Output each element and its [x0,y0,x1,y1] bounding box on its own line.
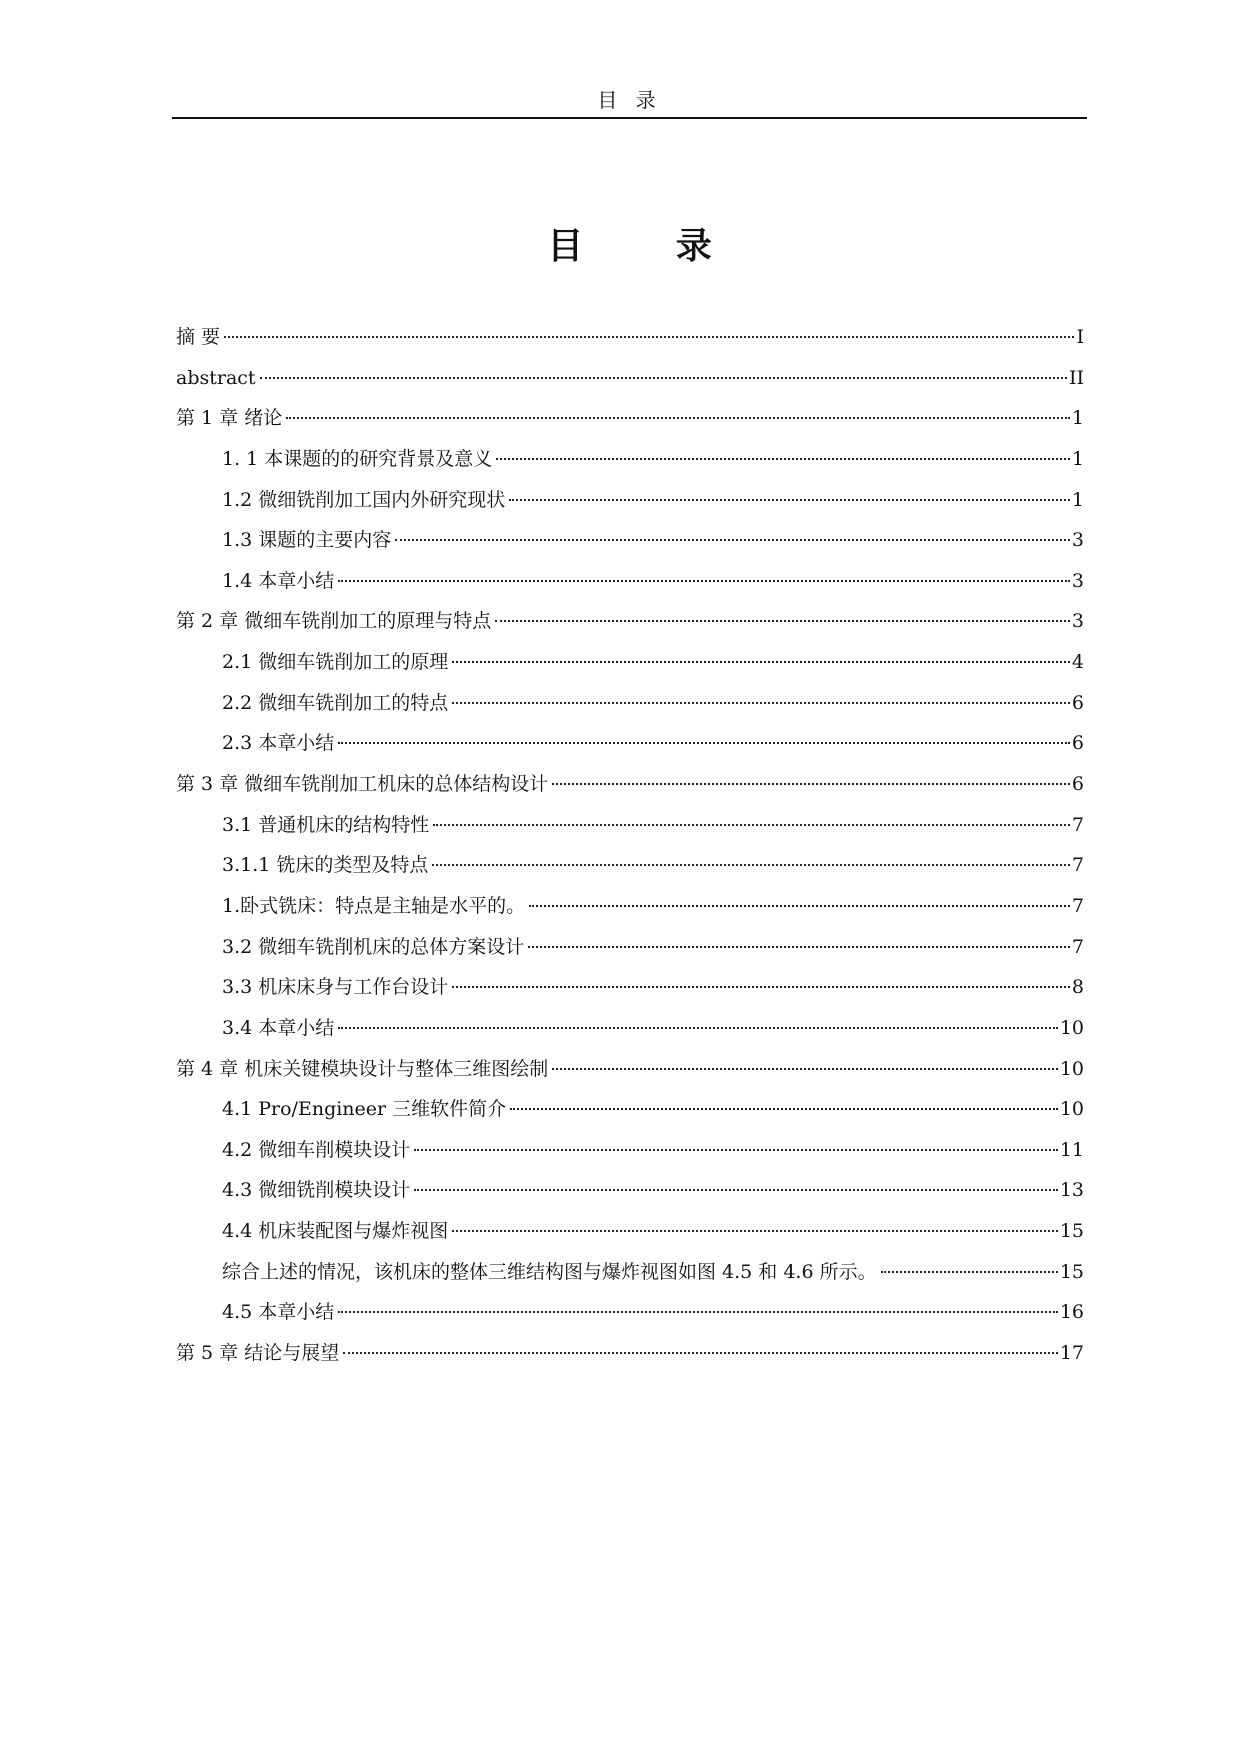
toc-entry[interactable] [176,851,1084,892]
page-title: 目 录 [547,225,752,267]
toc-dot-leader [495,620,1070,622]
toc-dot-leader [432,864,1070,866]
toc-dot-leader [286,417,1070,419]
toc-dot-leader [529,905,1070,907]
toc-dot-leader [452,986,1070,988]
toc-entry-page-number: 16 [1059,1301,1084,1324]
toc-dot-leader [414,1189,1058,1191]
toc-entry-page-number: 15 [1059,1220,1084,1243]
toc-entry-label: 3.1 普通机床的结构特性 [222,813,430,836]
toc-entry-page-number: 13 [1059,1179,1084,1202]
toc-entry[interactable] [176,607,1084,648]
toc-entry-page-number: I [1076,326,1084,348]
toc-entry-label: 1.4 本章小结 [222,569,335,592]
toc-entry-page-number: 10 [1059,1098,1084,1121]
toc-entry-page-number: 6 [1071,773,1084,796]
toc-entry[interactable] [176,1014,1084,1055]
toc-entry-label: 1.3 课题的主要内容 [222,529,392,552]
toc-entry[interactable] [176,445,1084,486]
toc-entry-label: 4.3 微细铣削模块设计 [222,1179,411,1202]
header-rule [172,117,1087,119]
toc-entry[interactable] [176,486,1084,527]
toc-entry[interactable] [176,811,1084,852]
toc-entry[interactable] [176,892,1084,933]
toc-entry[interactable] [176,770,1084,811]
toc-entry-label: abstract [176,366,256,389]
toc-entry-label: 2.3 本章小结 [222,732,335,755]
toc-dot-leader [552,1068,1058,1070]
toc-entry-page-number: 11 [1059,1138,1084,1161]
toc-dot-leader [528,946,1070,948]
toc-entry-label: 4.2 微细车削模块设计 [222,1138,411,1161]
toc-entry[interactable] [176,1298,1084,1339]
toc-entry[interactable] [176,1136,1084,1177]
toc-dot-leader [509,499,1070,501]
toc-entry[interactable] [176,1339,1084,1380]
toc-dot-leader [452,1230,1058,1232]
toc-entry-label: 1. 1 本课题的的研究背景及意义 [222,447,493,470]
toc-entry-label: 3.4 本章小结 [222,1016,335,1039]
toc-dot-leader [433,824,1070,826]
toc-entry-page-number: 1 [1071,488,1084,511]
toc-entry[interactable] [176,323,1084,364]
toc-entry-page-number: 1 [1071,407,1084,430]
toc-entry-page-number: 10 [1059,1057,1084,1080]
toc-entry[interactable] [176,364,1084,405]
toc-dot-leader [343,1352,1058,1354]
toc-entry-label: 1.2 微细铣削加工国内外研究现状 [222,488,506,511]
toc-entry-label: 摘 要 [176,326,221,348]
toc-entry-label: 3.3 机床床身与工作台设计 [222,976,449,999]
toc-entry-page-number: 4 [1071,651,1084,674]
toc-entry-page-number: 7 [1071,935,1084,958]
toc-entry-page-number: II [1068,366,1084,389]
toc-dot-leader [452,702,1070,704]
toc-entry-page-number: 8 [1071,976,1084,999]
toc-entry-label: 综合上述的情况，该机床的整体三维结构图与爆炸视图如图 4.5 和 4.6 所示。 [222,1260,877,1283]
toc-entry-label: 3.1.1 铣床的类型及特点 [222,854,429,877]
toc-entry-label: 4.1 Pro/Engineer 三维软件简介 [222,1098,507,1121]
running-header: 目 录 [597,88,662,112]
toc-entry-label: 1.卧式铣床：特点是主轴是水平的。 [222,894,526,917]
toc-entry[interactable] [176,1055,1084,1096]
toc-dot-leader [881,1271,1058,1273]
toc-entry-label: 3.2 微细车铣削机床的总体方案设计 [222,935,525,958]
toc-dot-leader [395,539,1070,541]
toc-entry[interactable] [176,526,1084,567]
toc-dot-leader [338,1311,1058,1313]
toc-entry[interactable] [176,648,1084,689]
toc-entry-label: 第 4 章 机床关键模块设计与整体三维图绘制 [176,1057,549,1080]
toc-entry-label: 第 3 章 微细车铣削加工机床的总体结构设计 [176,773,549,796]
toc-dot-leader [552,783,1070,785]
toc-entry[interactable] [176,1258,1084,1299]
toc-dot-leader [224,336,1074,338]
toc-dot-leader [452,661,1070,663]
toc-entry-page-number: 6 [1071,691,1084,714]
toc-entry-page-number: 7 [1071,854,1084,877]
toc-dot-leader [338,742,1070,744]
toc-entry[interactable] [176,729,1084,770]
toc-entry-page-number: 7 [1071,894,1084,917]
toc-entry-label: 2.1 微细车铣削加工的原理 [222,651,449,674]
toc-entry-label: 第 5 章 结论与展望 [176,1342,340,1365]
toc-entry-page-number: 17 [1059,1342,1084,1365]
toc-entry-label: 2.2 微细车铣削加工的特点 [222,691,449,714]
toc-entry-page-number: 1 [1071,447,1084,470]
toc-entry-label: 4.4 机床装配图与爆炸视图 [222,1220,449,1243]
toc-entry[interactable] [176,1176,1084,1217]
toc-entry[interactable] [176,689,1084,730]
toc-dot-leader [338,580,1070,582]
toc-entry[interactable] [176,567,1084,608]
toc-entry[interactable] [176,1217,1084,1258]
toc-entry[interactable] [176,404,1084,445]
toc-entry-page-number: 3 [1071,610,1084,633]
toc-dot-leader [510,1108,1058,1110]
toc-entry-page-number: 6 [1071,732,1084,755]
toc-entry-label: 第 1 章 绪论 [176,407,283,430]
toc-entry-page-number: 15 [1059,1260,1084,1283]
toc-entry[interactable] [176,1095,1084,1136]
toc-entry[interactable] [176,933,1084,974]
toc-entry-page-number: 10 [1059,1016,1084,1039]
toc-entry-label: 第 2 章 微细车铣削加工的原理与特点 [176,610,492,633]
toc-entry-page-number: 7 [1071,813,1084,836]
toc-entry-page-number: 3 [1071,529,1084,552]
toc-dot-leader [414,1149,1058,1151]
toc-entry[interactable] [176,973,1084,1014]
table-of-contents [176,323,1084,1380]
toc-entry-page-number: 3 [1071,569,1084,592]
toc-dot-leader [338,1027,1058,1029]
toc-dot-leader [496,458,1070,460]
toc-dot-leader [260,377,1067,379]
toc-entry-label: 4.5 本章小结 [222,1301,335,1324]
